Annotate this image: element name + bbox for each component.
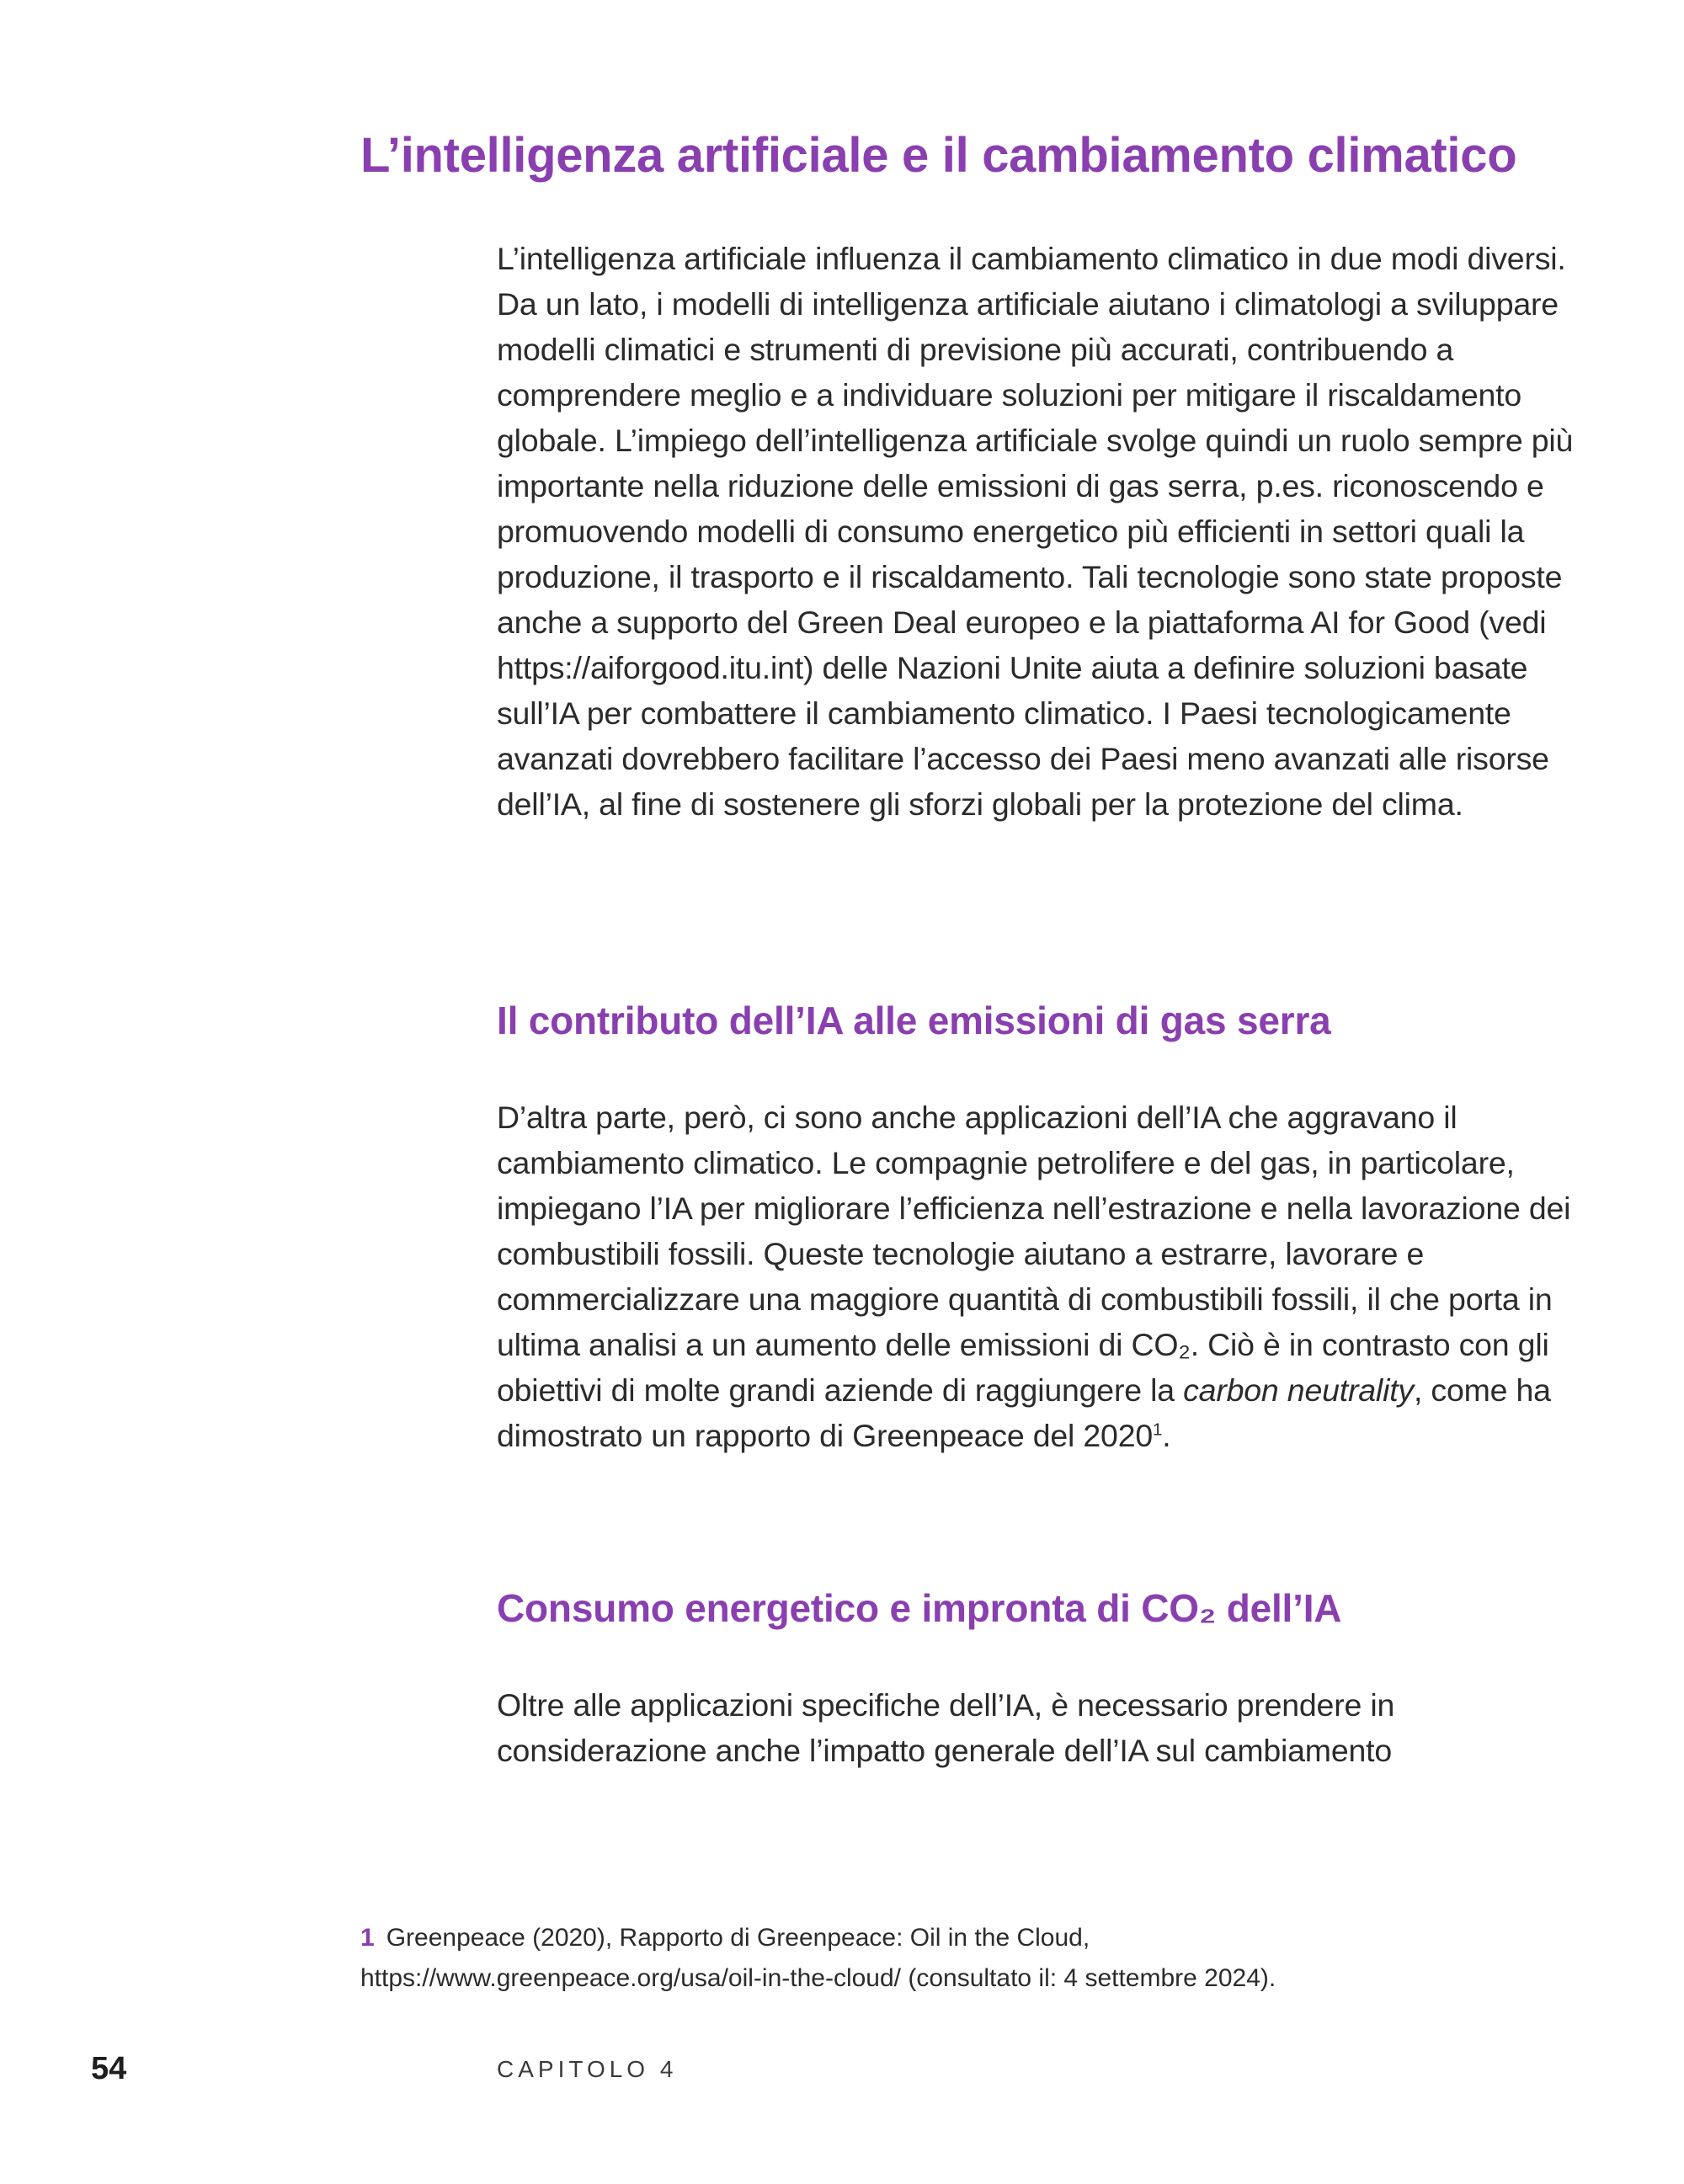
footnote-reference[interactable]: 1 (1153, 1420, 1163, 1440)
intro-paragraph: L’intelligenza artificiale influenza il cambiamento climatico in due modi diversi. Da un lato, i modelli di intelligenza artificiale aiutano i climatologi a sviluppare modelli climatici e strumenti di previsione più accurati, contribuendo a comprendere meglio e a individuare soluzioni per mitigare il riscaldamento globale. L’impiego dell’intelligenza artificiale svolge quindi un ruolo sempre più importante nella riduzione delle emissioni di gas serra, p.es. riconoscendo e promuovendo modelli di consumo energetico più efficienti in settori quali la produzione, il trasporto e il riscaldamento. Tali tecnologie sono state proposte anche a supporto del Green Deal europeo e la piattaforma AI for Good (vedi https://aiforgood.itu.int) delle Nazioni Unite aiuta a definire soluzioni basate sull’IA per combattere il cambiamento climatico. I Paesi tecnologicamente avanzati dovrebbero facilitare l’accesso dei Paesi meno avanzati alle risorse dell’IA, al fine di sostenere gli sforzi globali per la protezione del clima. (497, 241, 1574, 822)
footnote-number: 1 (360, 1924, 375, 1952)
intro-section (497, 236, 1591, 827)
section-title-energy: Consumo energetico e impronta di CO₂ dell’IA (497, 1586, 1342, 1630)
section-energy-heading (497, 1585, 1591, 1632)
emissions-paragraph (497, 1095, 1591, 1458)
footnote-citation: Greenpeace (2020), Rapporto di Greenpeace: Oil in the Cloud, (386, 1924, 1090, 1952)
section-title-emissions: Il contributo dell’IA alle emissioni di gas serra (497, 999, 1331, 1042)
footnote (360, 1918, 1539, 1999)
page-number: 54 (91, 2051, 127, 2086)
section-emissions-heading (497, 998, 1591, 1044)
energy-paragraph: Oltre alle applicazioni specifiche dell’IA, è necessario prendere in considerazione anche l’impatto generale dell’IA sul cambiamento (497, 1687, 1395, 1768)
section-emissions-body (497, 1095, 1591, 1458)
page-title: L’intelligenza artificiale e il cambiamento climatico (360, 128, 1517, 183)
chapter-label: CAPITOLO 4 (497, 2056, 678, 2082)
emissions-text-italic: carbon neutrality (1183, 1372, 1414, 1408)
emissions-text-end: . (1162, 1418, 1171, 1453)
footnote-line-2: https://www.greenpeace.org/usa/oil-in-the-cloud/ (consultato il: 4 settembre 2024). (360, 1964, 1276, 1992)
footnote-line-1 (360, 1918, 1539, 1958)
section-energy-body (497, 1682, 1591, 1773)
emissions-text-part1: D’altra parte, però, ci sono anche applicazioni dell’IA che aggravano il cambiamento climatico. Le compagnie petrolifere e del gas, in particolare, impiegano l’IA per migliorare l’efficienza nell’estrazione e nella lavorazione dei combustibili fossili. Queste tecnologie aiutano a estrarre, lavorare e commercializzare una maggiore quantità di combustibili fossili, il che porta in ultima analisi a un aumento delle emissioni di CO₂. Ciò è in contrasto con gli obiettivi di molte grandi aziende di raggiungere la (497, 1100, 1571, 1408)
emissions-text-part2: , come ha dimostrato un rapporto di Greenpeace del 2020 (497, 1372, 1551, 1453)
